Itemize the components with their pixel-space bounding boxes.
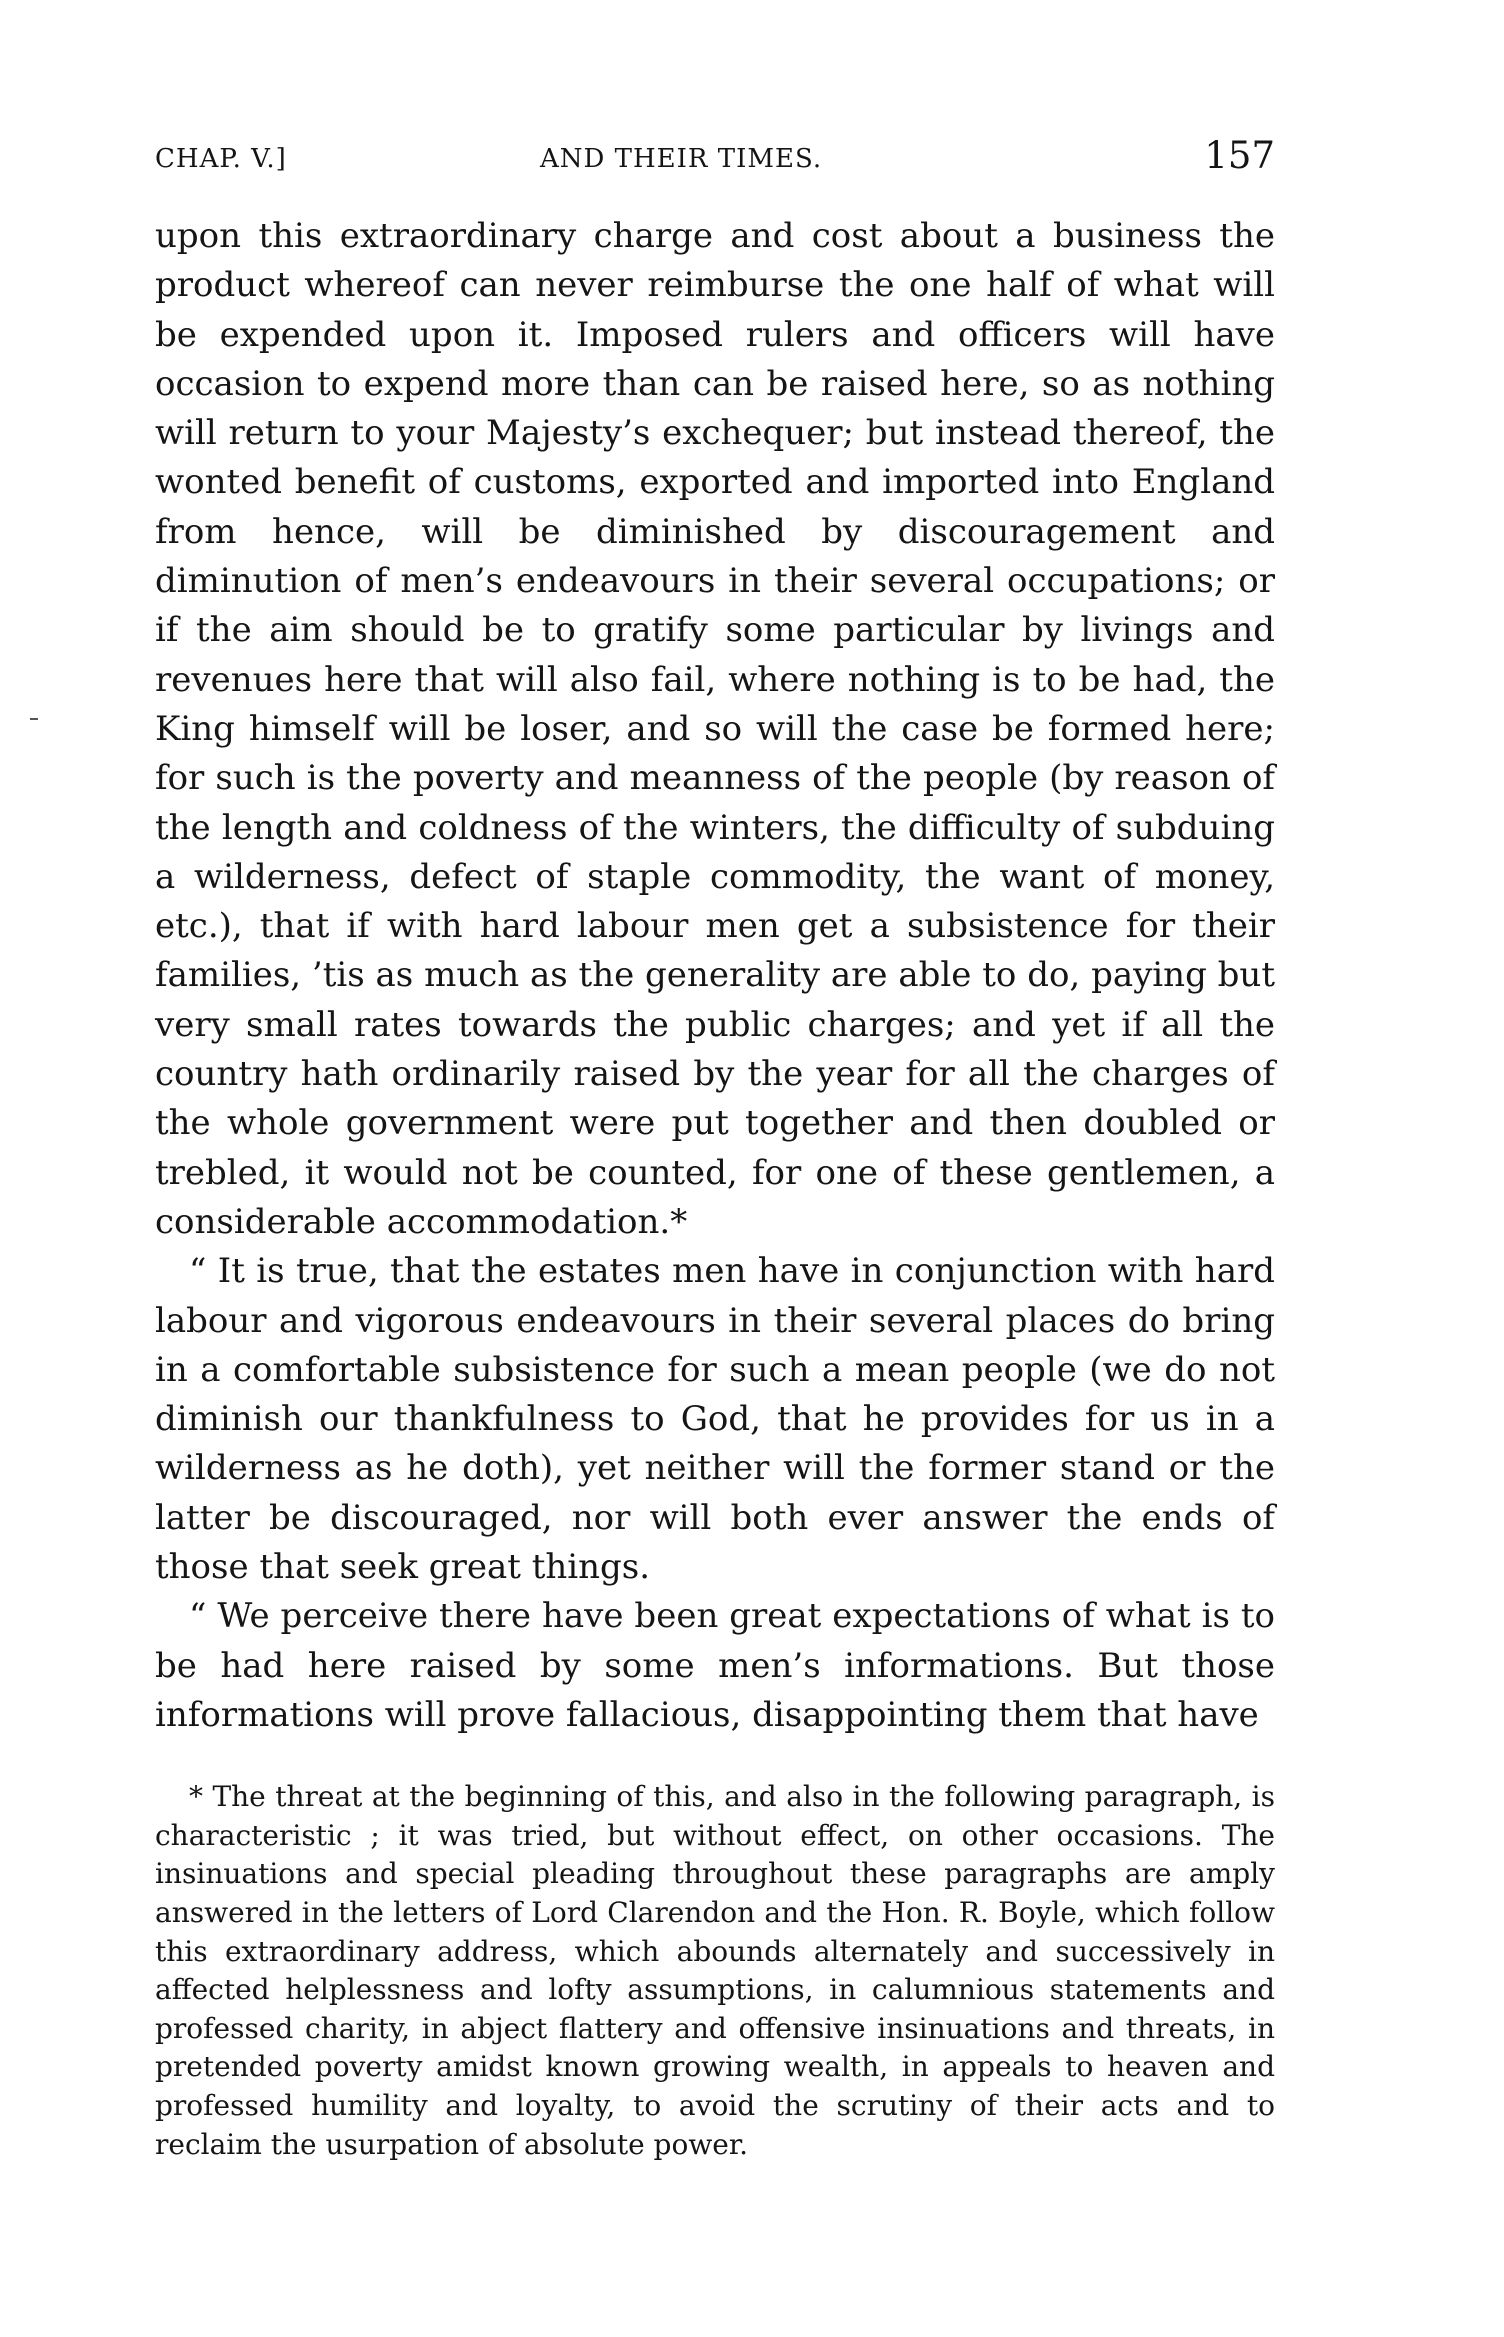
chapter-label: CHAP. V.]: [155, 144, 287, 174]
body-text: [155, 212, 1275, 1740]
footnote: * The threat at the beginning of this, and also in the following paragraph, is characteristic ; it was tried, but without effect, on other occasions. The insinuations and special pleading throughout these paragraphs are amply answered in the letters of Lord Clarendon and the Hon. R. Boyle, which follow this extraordinary address, which abounds alternately and successively in affected helplessness and lofty assumptions, in calumnious statements and professed charity, in abject flattery and offensive insinuations and threats, in pretended poverty amidst known growing wealth, in appeals to heaven and professed humility and loyalty, to avoid the scrutiny of their acts and to reclaim the usurpation of absolute power.: [155, 1780, 1275, 2161]
margin-mark: [30, 718, 38, 720]
paragraph-3: “ We perceive there have been great expectations of what is to be had here raised by some men’s informations. But those informations will prove fallacious, disappointing them that have: [155, 1596, 1275, 1735]
paragraph-1: upon this extraordinary charge and cost about a business the product whereof can never reimburse the one half of what will be expended upon it. Imposed rulers and officers will have occasion to expend more than can be raised here, so as nothing will return to your Majesty’s exchequer; but instead thereof, the wonted benefit of customs, exported and imported into England from hence, will be diminished by discouragement and diminution of men’s endeavours in their several occupations; or if the aim should be to gratify some particular by livings and revenues here that will also fail, where nothing is to be had, the King himself will be loser, and so will the case be formed here; for such is the poverty and meanness of the people (by reason of the length and coldness of the winters, the difficulty of subduing a wilderness, defect of staple commodity, the want of money, etc.), that if with hard labour men get a subsistence for their families, ’tis as much as the generality are able to do, paying but very small rates towards the public charges; and yet if all the country hath ordinarily raised by the year for all the charges of the whole government were put together and then doubled or trebled, it would not be counted, for one of these gentlemen, a considerable accommodation.*: [155, 216, 1275, 1242]
page-number: 157: [1204, 134, 1275, 177]
running-title: AND THEIR TIMES.: [540, 144, 823, 174]
running-head: [155, 130, 1275, 190]
book-page: [155, 130, 1275, 2164]
footnotes: [155, 1778, 1275, 2164]
paragraph-2: “ It is true, that the estates men have in conjunction with hard labour and vigorous endeavours in their several places do bring in a comfortable subsistence for such a mean people (we do not diminish our thankfulness to God, that he provides for us in a wilderness as he doth), yet neither will the former stand or the latter be discouraged, nor will both ever answer the ends of those that seek great things.: [155, 1251, 1275, 1588]
